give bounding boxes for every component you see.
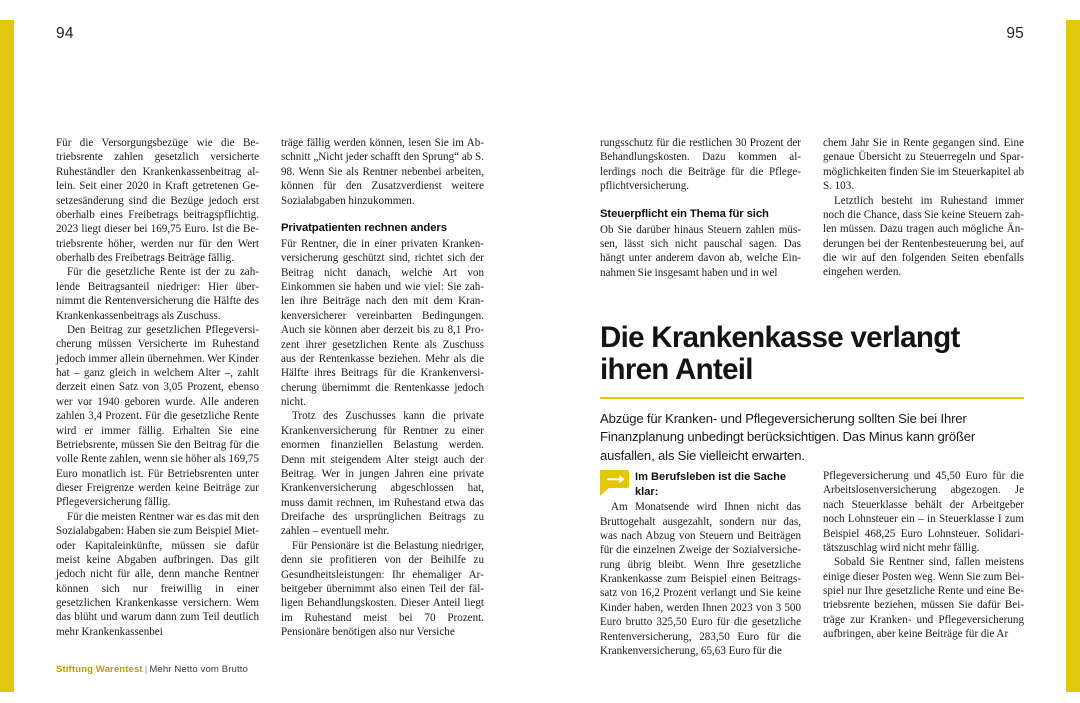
kicker-label: Im Berufsleben ist die Sache klar: <box>635 471 787 498</box>
page-number-right: 95 <box>1006 25 1024 42</box>
subheading: Steuerpflicht ein Thema für sich <box>600 207 769 220</box>
paragraph: Letztlich besteht im Ruhestand immer noch die Chance, dass Sie keine Steuern zahlen müssen. Dazu tragen auch mögliche Änderungen bei der Rentenbesteuerung bei, auf die wir auf den folgenden Seiten ebenfalls eingehen werden. <box>823 194 1024 279</box>
paragraph: Für Rentner, die in einer privaten Krankenversicherung geschützt sind, richtet sich der Beitrag nicht danach, welche Art von Einkommen sie haben und wie viel: Sie zahlen ihre Beiträge nach den mit dem Krankenversicherer vereinbarten Bedingungen. Auch sie können aber derzeit bis zu 8,1 Prozent ihrer gesetzlichen Rente als Zuschuss aus der Rentenkasse beziehen. Mehr als die Hälfte ihres Beitrags für die Krankenversicherung übernimmt die Rentenkasse jedoch nicht. <box>281 237 484 408</box>
paragraph: Ob Sie darüber hinaus Steuern zahlen müssen, lässt sich nicht pauschal sagen. Das hängt unter anderem davon ab, welche Einnahmen Sie insgesamt haben und in wel <box>600 223 801 279</box>
paragraph: Trotz des Zuschusses kann die private Krankenversicherung für Rentner zu einer enormen finanziellen Belastung werden. Denn mit steigendem Alter steigt auch der Beitrag. Wer in jungen Jahren eine private Krankenversicherung abgeschlossen hat, muss damit rechnen, im Ruhestand etwa das Dreifache des ursprünglichen Beitrags zu zahlen – eventuell mehr. <box>281 410 484 538</box>
paragraph: Am Monatsende wird Ihnen nicht das Bruttogehalt ausgezahlt, sondern nur das, was nach Abzug von Steuern und Beiträgen für die einzelnen Zweige der Sozialversicherung übrig bleibt. Wenn Ihre gesetzliche Krankenkasse zum Beispiel einen Beitragssatz von 16,2 Prozent verlangt und Sie keine Kinder haben, werden Ihnen 2023 von 3 500 Euro brutto 325,50 Euro für die gesetzliche Rentenversicherung, 283,50 Euro für die Krankenversicherung, 65,63 Euro für die <box>600 501 801 657</box>
article-standfirst: Abzüge für Kranken- und Pflegeversicherung sollten Sie bei Ihrer Finanzplanung unbedingt berücksichtigen. Das Minus kann größer ausfallen, als Sie vielleicht erwarten. <box>600 411 976 463</box>
page-number-left: 94 <box>56 25 74 42</box>
paragraph: träge fällig werden können, lesen Sie im Abschnitt „Nicht jeder schafft den Sprung“ ab S. 98. Wenn Sie als Rentner nebenbei arbeiten, können für den Zusatzverdienst weitere Sozialabgaben hinzukommen. <box>281 137 484 207</box>
right-page-columns-lower <box>600 469 1024 658</box>
paragraph: rungsschutz für die restlichen 30 Prozent der Behandlungskosten. Dazu kommen allerdings noch die Beiträge für die Pflegepflichtversicherung. <box>600 137 801 193</box>
paragraph: Pflegeversicherung und 45,50 Euro für die Arbeitslosenversicherung abgezogen. Je nach Steuerklasse behält der Arbeitgeber noch Lohnsteuer ein – in Steuerklasse I zum Beispiel 468,25 Euro Lohnsteuer. Solidaritätszuschlag wird nicht mehr fällig. <box>823 470 1024 554</box>
paragraph: Sobald Sie Rentner sind, fallen meistens einige dieser Posten weg. Wenn Sie zum Beispiel nur Ihre gesetzliche Rente und eine Betriebsrente beziehen, müssen Sie dafür Beiträge zur Kranken- und Pflegeversicherung aufbringen, aber keine Beiträge für die Ar <box>823 556 1024 641</box>
paragraph: Für die meisten Rentner war es das mit den Sozialabgaben: Haben sie zum Beispiel Miet- oder Kapitaleinkünfte, müssen sie dafür meist keine Abgaben aufbringen. Das gilt jedoch nicht für alle, denn manche Rentner können sich nur freiwillig in einer gesetzlichen Krankenkasse versichern. Wem das blüht und warum dann zum Teil deutlich mehr Krankenkassenbei <box>56 510 259 638</box>
right-column-1-lower <box>600 469 801 658</box>
paragraph: Für die Versorgungsbezüge wie die Betriebsrente zahlen gesetzlich versicherte Ruheständler den Krankenkassenbeitrag allein. Seit einer 2020 in Kraft getretenen Gesetzesänderung sind die Bezüge jedoch erst oberhalb eines Freibetrags beitragspflichtig. 2023 liegt dieser bei 169,75 Euro. Ist die Betriebsrente höher, werden nur für den Wert oberhalb des Freibetrags Beiträge fällig. <box>56 137 259 264</box>
paragraph: Den Beitrag zur gesetzlichen Pflegeversicherung müssen Versicherte im Ruhestand jedoch immer allein übernehmen. Wer Kinder hat – ganz gleich in welchem Alter –, zahlt derzeit einen Satz von 3,05 Prozent, ebenso wer vor 1940 geboren wurde. Alle anderen zahlen 3,4 Prozent. Für die gesetzliche Rente wird er immer fällig. Erhalten Sie eine Betriebsrente, müssen Sie den Beitrag für die volle Rente zahlen, wenn sie höher als 169,75 Euro monatlich ist. Für Betriebsrenten unter dieser Freigrenze werden keine Beiträge zur Pflegeversicherung fällig. <box>56 323 259 509</box>
right-page-columns-top <box>600 136 1024 280</box>
right-column-2-top <box>823 136 1024 280</box>
footer-title: Mehr Netto vom Brutto <box>149 664 248 675</box>
left-column-2 <box>281 136 484 639</box>
article-headline-block <box>600 322 1024 465</box>
left-page-columns <box>56 136 484 639</box>
arrow-right-flag-icon <box>600 470 629 496</box>
footer-separator: | <box>144 664 148 675</box>
paragraph: Für Pensionäre ist die Belastung niedriger, denn sie profitieren von der Beihilfe zu Gesundheitsleistungen: Ihr ehemaliger Arbeitgeber übernimmt also einen Teil der fälligen Behandlungskosten. Dieser Anteil liegt im Ruhestand meist bei 70 Prozent. Pensionäre benötigen also nur Versiche <box>281 539 484 638</box>
subheading: Privatpatienten rechnen anders <box>281 221 447 234</box>
paragraph: chem Jahr Sie in Rente gegangen sind. Eine genaue Übersicht zu Steuerregeln und Sparmöglichkeiten finden Sie im Steuerkapitel ab S. 103. <box>823 137 1024 193</box>
right-column-2-lower <box>823 469 1024 658</box>
right-column-1-top <box>600 136 801 280</box>
headline-rule <box>600 397 1024 399</box>
paragraph: Für die gesetzliche Rente ist der zu zahlende Beitragsanteil niedriger: Hier übernimmt die Rentenversicherung die Hälfte des Krankenkassenbeitrags als Zuschuss. <box>56 266 259 322</box>
page-footer <box>56 664 248 675</box>
article-headline: Die Krankenkasse verlangt ihren Anteil <box>600 321 960 386</box>
kicker-row <box>600 469 801 499</box>
page-right <box>540 0 1080 703</box>
footer-brand: Stiftung Warentest <box>56 664 143 675</box>
left-column-1 <box>56 136 259 639</box>
